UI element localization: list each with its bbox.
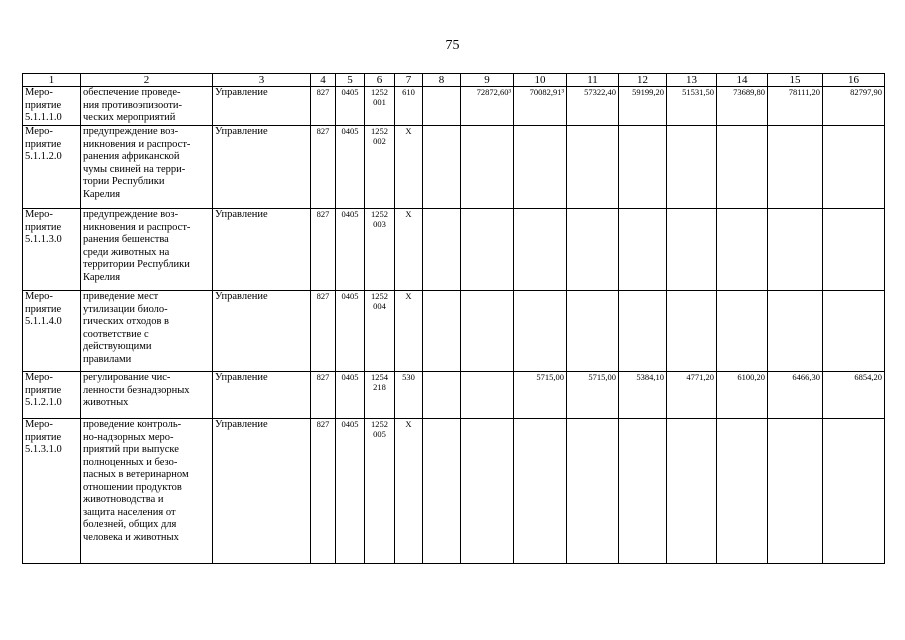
row-col10-value: 70082,91³ — [514, 87, 567, 126]
row-ministry-code-cell: 827 — [311, 126, 336, 209]
row-col15-value — [768, 209, 823, 291]
row-name-cell: регулирование чис- ленности безнадзорных животных — [81, 372, 213, 419]
row-target-article-cell: 1252 002 — [365, 126, 395, 209]
row-col16-value — [823, 291, 885, 372]
row-col11-value — [567, 419, 619, 564]
row-name-cell: обеспечение проведе- ния противоэпизооти- ческих мероприятий — [81, 87, 213, 126]
row-code-cell: Меро- приятие 5.1.3.1.0 — [23, 419, 81, 564]
row-col13-value: 51531,50 — [667, 87, 717, 126]
row-col15-value — [768, 291, 823, 372]
row-name-cell: предупреждение воз- никновения и распрост- ранения бешенства среди животных на территории Республики Карелия — [81, 209, 213, 291]
row-code-cell: Меро- приятие 5.1.2.1.0 — [23, 372, 81, 419]
row-col13-value: 4771,20 — [667, 372, 717, 419]
budget-table — [22, 73, 885, 564]
column-header: 5 — [336, 74, 365, 87]
row-col14-value: 73689,80 — [717, 87, 768, 126]
row-expense-type-cell: X — [395, 419, 423, 564]
row-col9-value — [461, 126, 514, 209]
column-header: 4 — [311, 74, 336, 87]
row-col15-value — [768, 126, 823, 209]
row-name-cell: предупреждение воз- никновения и распрост- ранения африканской чумы свиней на терри- тории Республики Карелия — [81, 126, 213, 209]
row-col8-cell — [423, 87, 461, 126]
row-section-code-cell: 0405 — [336, 291, 365, 372]
row-col9-value — [461, 209, 514, 291]
row-col12-value: 59199,20 — [619, 87, 667, 126]
row-ministry-code-cell: 827 — [311, 209, 336, 291]
table-row — [23, 372, 885, 419]
row-code-cell: Меро- приятие 5.1.1.4.0 — [23, 291, 81, 372]
row-col12-value — [619, 126, 667, 209]
column-header: 9 — [461, 74, 514, 87]
column-header: 6 — [365, 74, 395, 87]
row-col10-value — [514, 419, 567, 564]
row-col10-value — [514, 126, 567, 209]
row-expense-type-cell: 610 — [395, 87, 423, 126]
row-col12-value — [619, 419, 667, 564]
row-col8-cell — [423, 126, 461, 209]
row-col13-value — [667, 419, 717, 564]
row-col13-value — [667, 291, 717, 372]
row-expense-type-cell: X — [395, 126, 423, 209]
row-col13-value — [667, 126, 717, 209]
row-col8-cell — [423, 209, 461, 291]
row-section-code-cell: 0405 — [336, 126, 365, 209]
row-col16-value: 6854,20 — [823, 372, 885, 419]
row-section-code-cell: 0405 — [336, 87, 365, 126]
row-col15-value — [768, 419, 823, 564]
row-col15-value: 78111,20 — [768, 87, 823, 126]
column-header: 7 — [395, 74, 423, 87]
row-col11-value — [567, 209, 619, 291]
row-col16-value: 82797,90 — [823, 87, 885, 126]
column-header: 8 — [423, 74, 461, 87]
row-col9-value — [461, 291, 514, 372]
row-col8-cell — [423, 419, 461, 564]
table-row — [23, 87, 885, 126]
column-header: 12 — [619, 74, 667, 87]
row-ministry-code-cell: 827 — [311, 372, 336, 419]
row-code-cell: Меро- приятие 5.1.1.2.0 — [23, 126, 81, 209]
column-header: 16 — [823, 74, 885, 87]
row-section-code-cell: 0405 — [336, 372, 365, 419]
row-col16-value — [823, 419, 885, 564]
row-col14-value — [717, 419, 768, 564]
row-col9-value — [461, 372, 514, 419]
row-col12-value — [619, 291, 667, 372]
row-col14-value: 6100,20 — [717, 372, 768, 419]
row-section-code-cell: 0405 — [336, 419, 365, 564]
row-expense-type-cell: X — [395, 291, 423, 372]
row-section-code-cell: 0405 — [336, 209, 365, 291]
column-header: 14 — [717, 74, 768, 87]
row-col9-value — [461, 419, 514, 564]
table-row — [23, 126, 885, 209]
row-expense-type-cell: 530 — [395, 372, 423, 419]
row-executor-cell: Управление — [213, 372, 311, 419]
row-executor-cell: Управление — [213, 209, 311, 291]
row-name-cell: приведение мест утилизации биоло- гических отходов в соответствие с действующими правилами — [81, 291, 213, 372]
row-ministry-code-cell: 827 — [311, 87, 336, 126]
table-row — [23, 291, 885, 372]
row-col11-value — [567, 126, 619, 209]
row-target-article-cell: 1252 003 — [365, 209, 395, 291]
row-target-article-cell: 1252 001 — [365, 87, 395, 126]
row-col13-value — [667, 209, 717, 291]
page-number: 75 — [445, 38, 460, 53]
header-row — [23, 74, 885, 87]
row-code-cell: Меро- приятие 5.1.1.3.0 — [23, 209, 81, 291]
column-header: 1 — [23, 74, 81, 87]
row-ministry-code-cell: 827 — [311, 419, 336, 564]
row-name-cell: проведение контроль- но-надзорных меро- приятий при выпуске полноценных и безо- пасных в ветеринарном отношении продуктов животноводства и защита населения от болезней, общих для человека и животных — [81, 419, 213, 564]
column-header: 2 — [81, 74, 213, 87]
row-col8-cell — [423, 372, 461, 419]
row-executor-cell: Управление — [213, 126, 311, 209]
column-header: 3 — [213, 74, 311, 87]
column-header: 15 — [768, 74, 823, 87]
row-col11-value — [567, 291, 619, 372]
row-col15-value: 6466,30 — [768, 372, 823, 419]
row-col10-value: 5715,00 — [514, 372, 567, 419]
row-col8-cell — [423, 291, 461, 372]
row-code-cell: Меро- приятие 5.1.1.1.0 — [23, 87, 81, 126]
row-target-article-cell: 1252 004 — [365, 291, 395, 372]
row-col11-value: 5715,00 — [567, 372, 619, 419]
column-header: 13 — [667, 74, 717, 87]
table-row — [23, 209, 885, 291]
row-col10-value — [514, 209, 567, 291]
row-col9-value: 72872,60³ — [461, 87, 514, 126]
row-ministry-code-cell: 827 — [311, 291, 336, 372]
row-executor-cell: Управление — [213, 291, 311, 372]
row-col12-value: 5384,10 — [619, 372, 667, 419]
column-header: 10 — [514, 74, 567, 87]
row-expense-type-cell: X — [395, 209, 423, 291]
row-col16-value — [823, 126, 885, 209]
table-row — [23, 419, 885, 564]
row-executor-cell: Управление — [213, 87, 311, 126]
row-col14-value — [717, 126, 768, 209]
row-col12-value — [619, 209, 667, 291]
row-col10-value — [514, 291, 567, 372]
row-col11-value: 57322,40 — [567, 87, 619, 126]
row-target-article-cell: 1254 218 — [365, 372, 395, 419]
row-target-article-cell: 1252 005 — [365, 419, 395, 564]
row-col16-value — [823, 209, 885, 291]
column-header: 11 — [567, 74, 619, 87]
row-col14-value — [717, 209, 768, 291]
row-executor-cell: Управление — [213, 419, 311, 564]
row-col14-value — [717, 291, 768, 372]
